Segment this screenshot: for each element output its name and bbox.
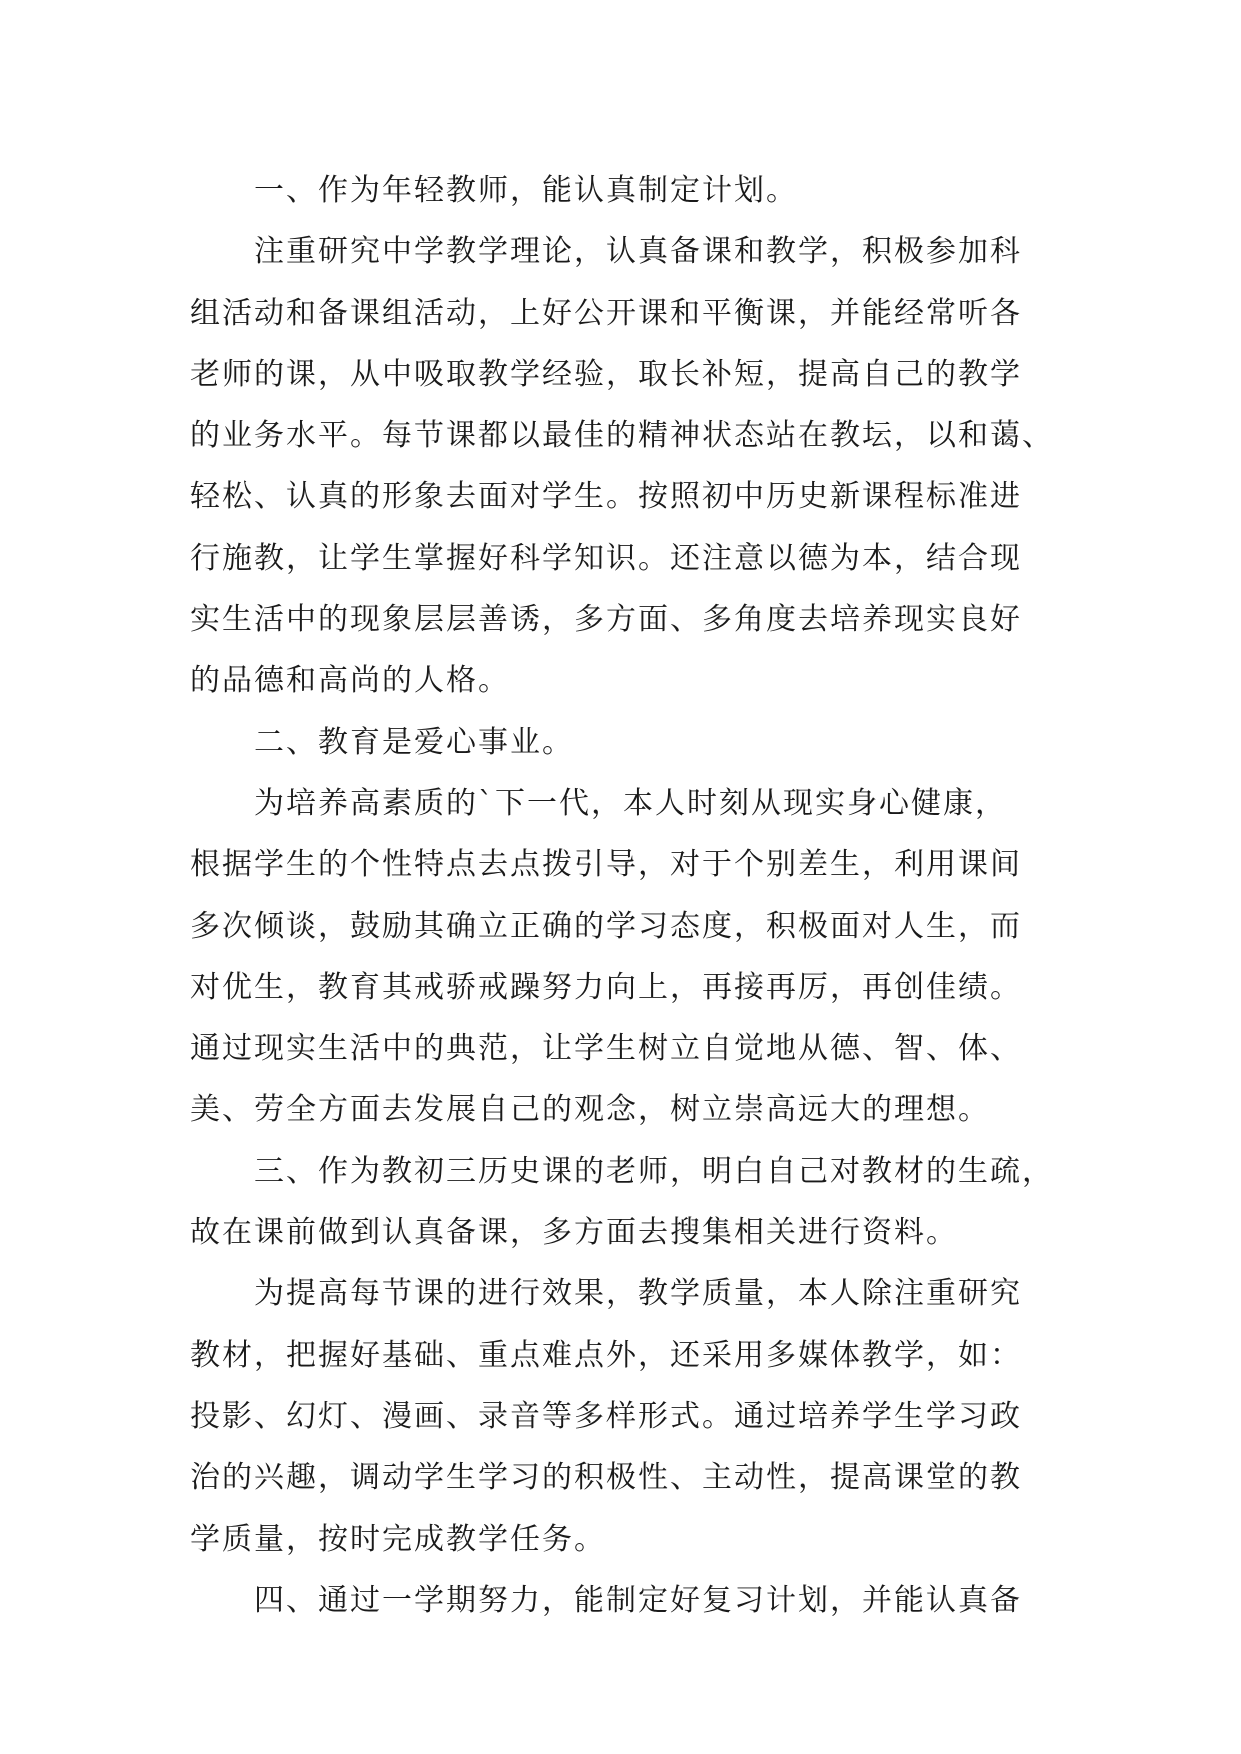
text-line: 治的兴趣，调动学生学习的积极性、主动性，提高课堂的教 [190,1460,1022,1496]
text-line: 轻松、认真的形象去面对学生。按照初中历史新课程标准进 [190,479,1022,515]
text-line: 行施教，让学生掌握好科学知识。还注意以德为本，结合现 [190,540,1022,576]
text-line: 对优生，教育其戒骄戒躁努力向上，再接再厉，再创佳绩。 [190,969,1022,1005]
text-line: 故在课前做到认真备课，多方面去搜集相关进行资料。 [190,1215,958,1251]
text-line: 为提高每节课的进行效果，教学质量，本人除注重研究 [254,1276,1022,1312]
text-line: 的业务水平。每节课都以最佳的精神状态站在教坛，以和蔼、 [190,418,1054,454]
text-line: 四、通过一学期努力，能制定好复习计划，并能认真备 [254,1582,1022,1618]
text-line: 三、作为教初三历史课的老师，明白自己对教材的生疏， [254,1153,1054,1189]
text-line: 组活动和备课组活动，上好公开课和平衡课，并能经常听各 [190,295,1022,331]
text-line: 一、作为年轻教师，能认真制定计划。 [254,173,798,208]
text-line: 老师的课，从中吸取教学经验，取长补短，提高自己的教学 [190,356,1022,392]
document-page [190,160,1070,1631]
text-line: 美、劳全方面去发展自己的观念，树立崇高远大的理想。 [190,1092,990,1128]
text-line: 二、教育是爱心事业。 [254,724,574,760]
text-line: 教材，把握好基础、重点难点外，还采用多媒体教学，如： [190,1337,1022,1373]
text-line: 投影、幻灯、漫画、录音等多样形式。通过培养学生学习政 [190,1398,1022,1434]
text-line: 注重研究中学教学理论，认真备课和教学，积极参加科 [254,234,1022,270]
text-line: 的品德和高尚的人格。 [190,663,510,699]
text-line: 实生活中的现象层层善诱，多方面、多角度去培养现实良好 [190,602,1022,638]
text-line: 多次倾谈，鼓励其确立正确的学习态度，积极面对人生，而 [190,908,1022,944]
text-line: 为培养高素质的`下一代，本人时刻从现实身心健康， [254,785,1007,821]
text-line: 通过现实生活中的典范，让学生树立自觉地从德、智、体、 [190,1031,1022,1067]
text-line: 学质量，按时完成教学任务。 [190,1521,606,1557]
text-line: 根据学生的个性特点去点拨引导，对于个别差生，利用课间 [190,847,1022,883]
